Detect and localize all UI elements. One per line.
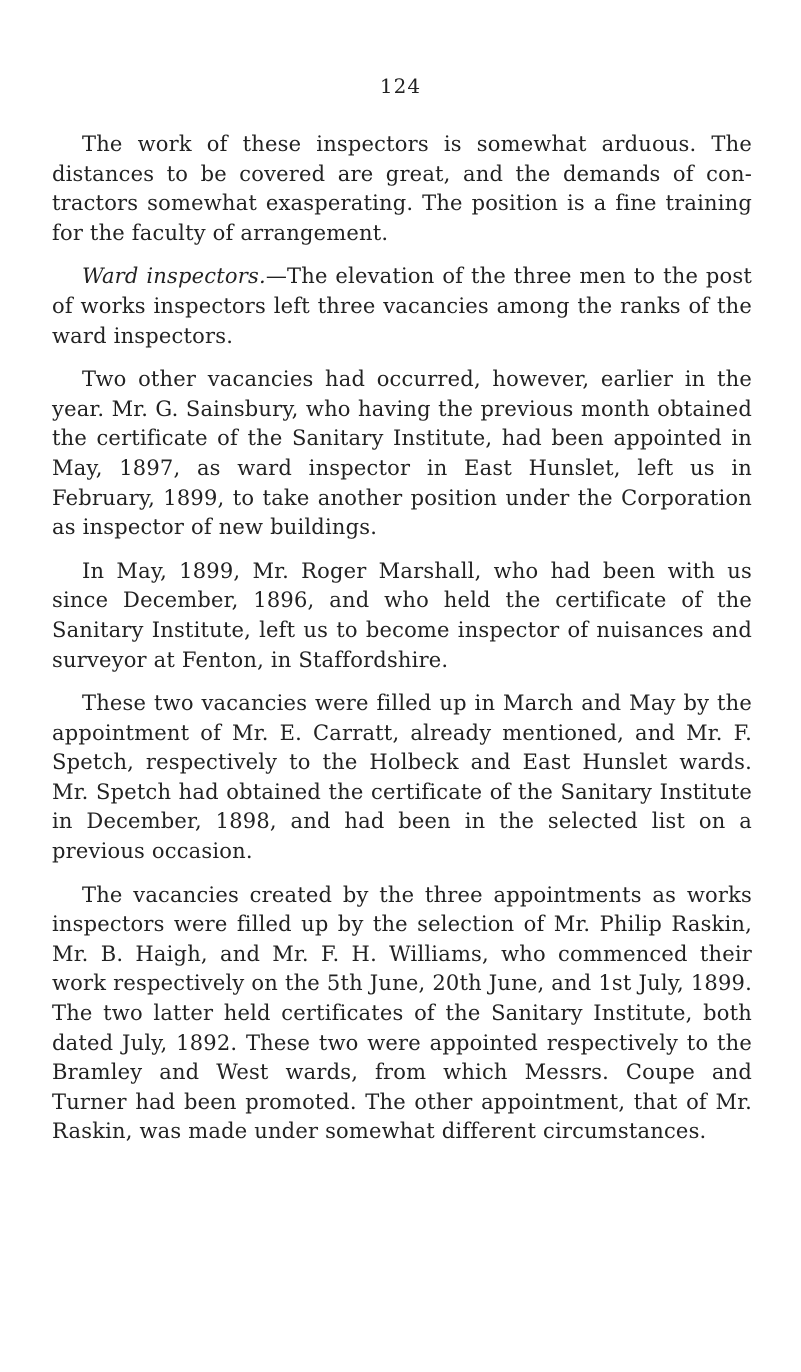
paragraph-2 <box>52 262 752 351</box>
paragraph-2-text: —The elevation of the three men to the post of works inspectors left three vacancies among the ranks of the ward inspectors. <box>52 264 753 348</box>
paragraph-1: The work of these inspectors is somewhat arduous. The distances to be covered are great, and the demands of con-tractors somewhat exasperating. The position is a fine training for the faculty of arrangement. <box>52 132 752 245</box>
page-number: 124 <box>379 74 422 98</box>
paragraph-4: In May, 1899, Mr. Roger Marshall, who had been with us since December, 1896, and who held the certificate of the Sanitary Institute, left us to become inspector of nuisances and surveyor at Fenton, in Staffordshire. <box>52 558 752 672</box>
section-heading-ward-inspectors: Ward inspectors. <box>82 264 266 289</box>
paragraph-6: The vacancies created by the three appointments as works inspectors were filled up by the selection of Mr. Philip Raskin, Mr. B. Haigh, and Mr. F. H. Williams, who commenced their work respectively on the 5th June, 20th June, and 1st July, 1899. The two latter held certificates of the Sanitary Institute, both dated July, 1892. These two were appointed respectively to the Bramley and West wards, from which Messrs. Coupe and Turner had been promoted. The other appointment, that of Mr. Raskin, was made under somewhat different circumstances. <box>52 882 752 1144</box>
paragraph-5: These two vacancies were filled up in March and May by the appointment of Mr. E. Carratt, already mentioned, and Mr. F. Spetch, respectively to the Holbeck and East Hunslet wards. Mr. Spetch had obtained the certificate of the Sanitary Institute in December, 1898, and had been in the selected list on a previous occasion. <box>52 691 752 864</box>
body-text <box>52 130 752 1147</box>
paragraph-3: Two other vacancies had occurred, however, earlier in the year. Mr. G. Sainsbury, who having the previous month obtained the certificate of the Sanitary Institute, had been appointed in May, 1897, as ward inspector in East Hunslet, left us in February, 1899, to take another position under the Corporation as inspector of new buildings. <box>52 367 752 540</box>
